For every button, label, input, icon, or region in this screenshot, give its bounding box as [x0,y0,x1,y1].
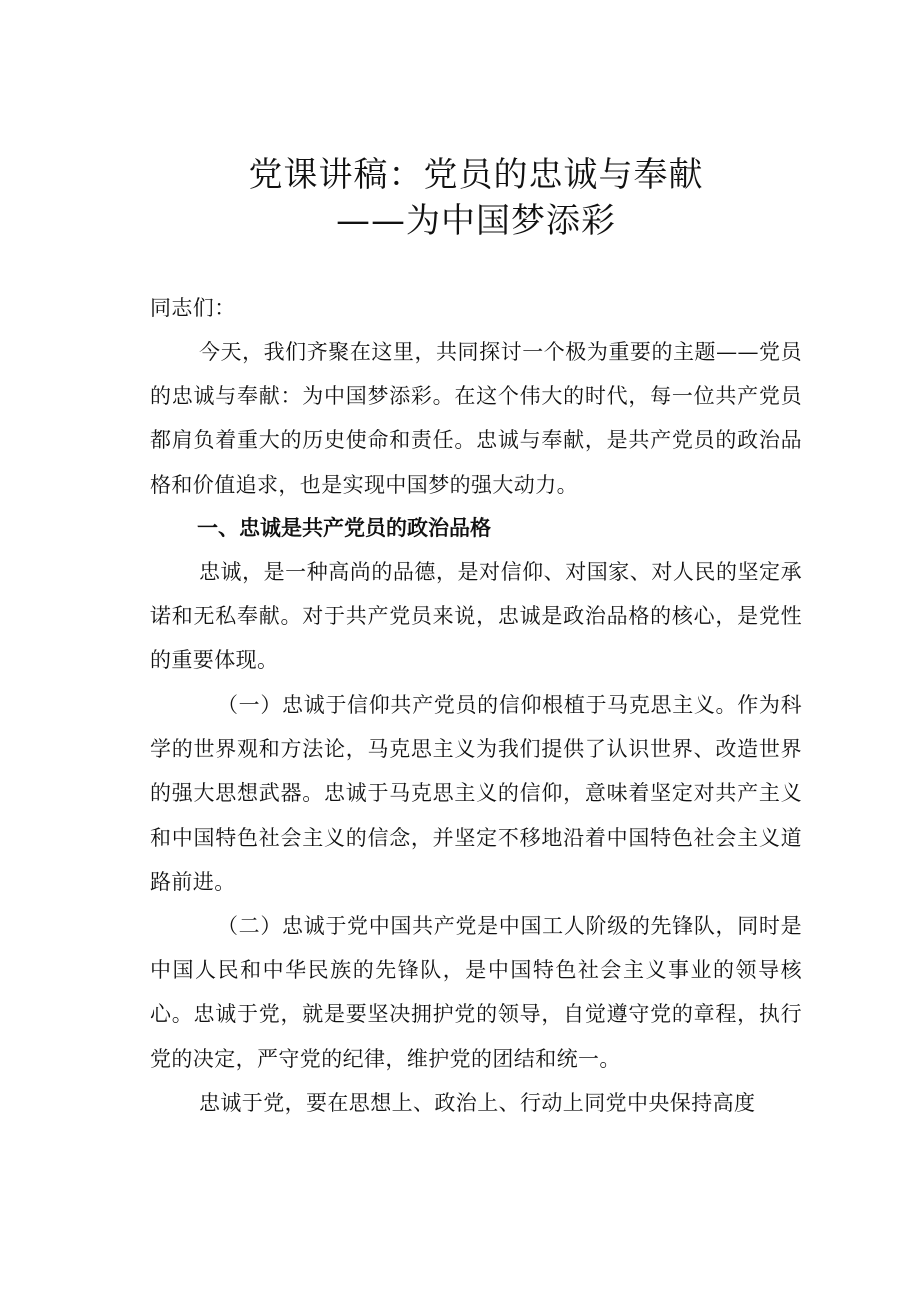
paragraph-loyalty-party: 忠诚于党，要在思想上、政治上、行动上同党中央保持高度 [199,1091,756,1115]
title-line-main: 党课讲稿：党员的忠诚与奉献 [248,155,704,195]
title-line-subtitle: ——为中国梦添彩 [336,201,616,241]
paragraph-intro: 今天，我们齐聚在这里，共同探讨一个极为重要的主题——党员的忠诚与奉献：为中国梦添彩。在这个伟大的时代，每一位共产党员都肩负着重大的历史使命和责任。忠诚与奉献，是共产党员的政治品格和价值追求，也是实现中国梦的强大动力。 [150,340,802,497]
paragraph-loyalty-definition: 忠诚，是一种高尚的品德，是对信仰、对国家、对人民的坚定承诺和无私奉献。对于共产党员来说，忠诚是政治品格的核心，是党性的重要体现。 [150,560,802,673]
salutation: 同志们： [150,296,236,320]
section-heading-1: 一、忠诚是共产党员的政治品格 [197,516,491,540]
paragraph-subsection-1: （一）忠诚于信仰共产党员的信仰根植于马克思主义。作为科学的世界观和方法论，马克思主义为我们提供了认识世界、改造世界的强大思想武器。忠诚于马克思主义的信仰，意味着坚定对共产主义和中国特色社会主义的信念，并坚定不移地沿着中国特色社会主义道路前进。 [150,693,802,894]
paragraph-subsection-2: （二）忠诚于党中国共产党是中国工人阶级的先锋队，同时是中国人民和中华民族的先锋队，是中国特色社会主义事业的领导核心。忠诚于党，就是要坚决拥护党的领导，自觉遵守党的章程，执行党的决定，严守党的纪律，维护党的团结和统一。 [150,914,802,1071]
document-title [150,152,802,244]
